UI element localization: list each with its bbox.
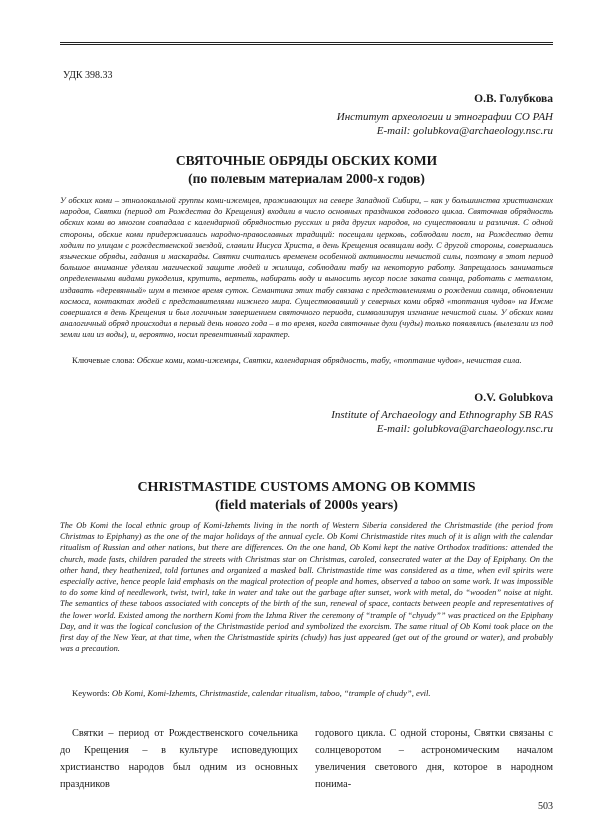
- keywords-en-list: Ob Komi, Komi-Izhemts, Christmastide, calendar ritualism, taboo, “trample of chudy”, evil.: [111, 688, 431, 698]
- keywords-ru: [60, 354, 553, 366]
- title-en-line2: (field materials of 2000s years): [215, 498, 398, 513]
- header-rule: [60, 42, 553, 45]
- title-ru: [60, 152, 553, 188]
- author-en: O.V. Golubkova: [474, 392, 553, 404]
- title-ru-line2: (по полевым материалам 2000-х годов): [188, 171, 425, 186]
- page-number: 503: [538, 801, 553, 812]
- udk-code: УДК 398.33: [63, 70, 113, 81]
- body-column-right: годового цикла. С одной стороны, Святки связаны с солнцеворотом – астрономическим началом увеличения светового дня, которое в народном понима-: [315, 728, 553, 790]
- title-ru-line1: СВЯТОЧНЫЕ ОБРЯДЫ ОБСКИХ КОМИ: [175, 153, 438, 168]
- keywords-en: [60, 687, 553, 699]
- abstract-en: The Ob Komi the local ethnic group of Komi-Izhemts living in the north of Western Siberia considered the Christmastide (the period from Christmas to Epiphany) as the one of the major holidays of the annual cycle. Ob Komi Christmastide rites much of it is align with the calendar ritualism of Russian and other nations, but there are differences. On the one hand, Ob Komi kept the native Orthodox traditions: attended the church, made fasts, children paraded the streets with Christmas star on Christmas, caroled, consecrated water at the Day of Epiphany. On the other hand, they heathenized, told fortunes and organized a masked ball. Christmastide time was considered as a time, when evil spirits were especially active, hence people laid emphasis on the magical protection of people and homes, observed a taboo on some work. It was impossible to do some kind of needlework, twist, twirl, take in water and take out the garbage after sunset, work with metal, do “wooden” noise at night. The semantics of these taboos associated with concepts of the birth of the sun, renewal of space, contacts between people and representatives of the lower world. Existed among the northern Komi from the Izhma River the ceremony of “trample of “chyudy”” was practiced on the Epiphany Day, and it was the logical conclusion of the Christmastide period and symbolized the exorcism. The same ritual of Ob Komi took place on the first day of the New Year, at that time, when the Christmastide spirits (chudy) has just appeared (get out of the ground or water), and probably was a precaution.: [60, 520, 553, 654]
- email-en: E-mail: golubkova@archaeology.nsc.ru: [376, 423, 553, 435]
- affiliation-ru: Институт археологии и этнографии СО РАН: [336, 111, 553, 123]
- keywords-ru-label: Ключевые слова:: [72, 355, 135, 365]
- keywords-ru-list: Обские коми, коми-ижемцы, Святки, календарная обрядность, табу, «топтание чудов», нечистая сила.: [136, 355, 522, 365]
- keywords-en-label: Keywords:: [72, 688, 110, 698]
- email-ru: E-mail: golubkova@archaeology.nsc.ru: [376, 125, 553, 137]
- title-en: [60, 479, 553, 515]
- body-column-left: Святки – период от Рождественского сочельника до Крещения – в культуре исповедующих христианство народов был одним из основных праздников: [60, 728, 298, 790]
- abstract-ru: У обских коми – этнолокальной группы коми-ижемцев, проживающих на севере Западной Сибири, – как у большинства христианских народов, Святки (период от Рождества до Крещения) входили в число основных праздников годового цикла. Святочная обрядность обских коми во многом совпадала с календарной обрядностью русских и ряда других народов, но существовали и различия. С одной стороны, обские коми придерживались народно-православных традиций: посещали церковь, соблюдали пост, на Рождество дети ходили по улицам с рождественской звездой, славили Иисуса Христа, в день Крещения освящали воду. С другой стороны, совершались языческие обряды, гадания и маскарады. Святки считались временем особенной активности нечистой силы, поэтому в этот период большое внимание уделяли магической защите людей и жилища, соблюдали табу на некоторую работу. Запрещалось заниматься определенными видами рукоделия, крутить, вертеть, набирать воду и выносить мусор после заката солнца, работать с металлом, издавать «деревянный» шум в темное время суток. Семантика этих табу связана с представлениями о рождении солнца, обновлении космоса, контактах людей с представителями нижнего мира. Существовавший у северных коми обряд «топтания чудов» на Ижме совершался в день Крещения и был логичным завершением святочного периода, символизируя изгнание нечистой силы. У обских коми аналогичный обряд происходил в первый день нового года – в то время, когда святочные духи (чуды) только появлялись (вылезали из под земли или из воды), и, вероятно, носил превентивный характер.: [60, 195, 553, 340]
- author-ru: О.В. Голубкова: [474, 93, 553, 105]
- title-en-line1: CHRISTMASTIDE CUSTOMS AMONG OB KOMMIS: [137, 480, 476, 495]
- affiliation-en: Institute of Archaeology and Ethnography SB RAS: [331, 409, 553, 421]
